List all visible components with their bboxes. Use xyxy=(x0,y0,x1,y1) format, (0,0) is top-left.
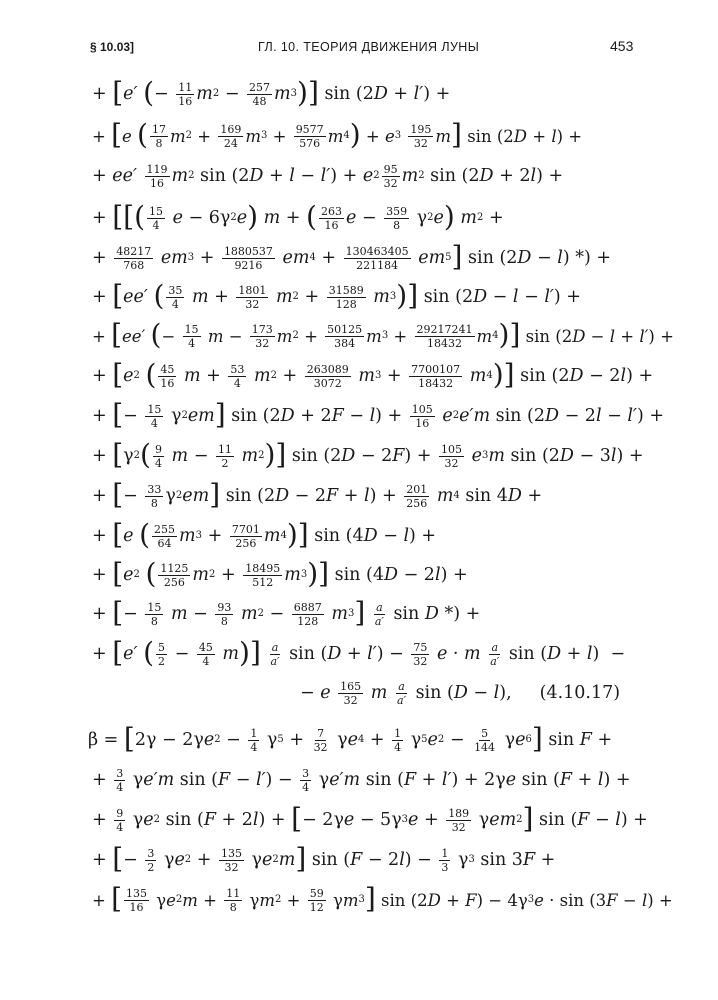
fraction-denominator: 32 xyxy=(255,336,270,350)
fraction-denominator: 256 xyxy=(163,575,185,589)
fraction-numerator: 11 xyxy=(226,886,241,900)
fraction xyxy=(166,284,184,311)
fraction-denominator: a′ xyxy=(374,614,384,628)
formula-line-14: + [ − $\frac{15}{8}$ m − $\frac{93}{8}$ m 2 − $\frac{6887}{128}$ m 3 ] $\frac{a}{a'}$ sin D *) + xyxy=(92,596,481,629)
fraction-numerator: 201 xyxy=(406,482,428,496)
fraction-denominator: a′ xyxy=(270,654,280,668)
fraction-numerator: 75 xyxy=(413,640,428,654)
fraction-denominator: 3 xyxy=(441,860,449,874)
fraction-denominator: 16 xyxy=(178,94,193,108)
section-reference: § 10.03] xyxy=(90,40,135,54)
fraction-denominator: a′ xyxy=(490,654,500,668)
fraction-denominator: 18432 xyxy=(418,376,454,390)
fraction-numerator: 195 xyxy=(410,122,432,136)
formula-line-3: + ee′ $\frac{119}{16}$ m 2 sin (2 D + l − l′ ) + e 2 $\frac{95}{32}$ m 2 sin (2 D + 2 l ) + xyxy=(92,162,564,190)
fraction xyxy=(236,284,268,311)
page-number: 453 xyxy=(610,38,634,54)
fraction xyxy=(446,807,471,834)
fraction-denominator: 2 xyxy=(158,654,166,668)
fraction-denominator: 16 xyxy=(129,900,144,914)
fraction xyxy=(145,847,156,874)
formula-line-18: + $\frac{3}{4}$ γ e′m sin ( F − l′ ) − $\frac{3}{4}$ γ e′m sin ( F + l′ ) + 2γ e sin ( F + l ) + xyxy=(92,766,631,794)
fraction-numerator: 9 xyxy=(154,442,162,456)
running-head xyxy=(0,38,718,60)
chapter-title: ГЛ. 10. ТЕОРИЯ ДВИЖЕНИЯ ЛУНЫ xyxy=(258,40,480,54)
fraction-numerator: 15 xyxy=(147,600,162,614)
fraction xyxy=(114,807,125,834)
fraction xyxy=(153,443,164,470)
fraction-numerator: 5 xyxy=(158,640,166,654)
fraction-denominator: 144 xyxy=(474,740,496,754)
fraction-denominator: 8 xyxy=(229,900,237,914)
formula-line-1: + [ e′ ( − $\frac{11}{16}$ m 2 − $\frac{257}{48}$ m 3 )] sin (2 D + l′ ) + xyxy=(92,76,451,109)
formula-line-6: + [ ee′ ( $\frac{35}{4}$ m + $\frac{1801}{32}$ m 2 + $\frac{31589}{128}$ m 3 )] sin (2 D − l − l′ ) + xyxy=(92,279,581,312)
fraction-numerator: 135 xyxy=(126,886,148,900)
fraction-numerator: 257 xyxy=(249,80,271,94)
fraction xyxy=(156,641,167,668)
fraction-denominator: 16 xyxy=(324,218,339,232)
fraction xyxy=(439,847,450,874)
formula-line-10: + [ γ 2 ( $\frac{9}{4}$ m − $\frac{11}{2}$ m 2 )] sin (2 D − 2 F ) + $\frac{105}{32}$ e 3 m sin (2 D − 3 l ) + xyxy=(92,438,644,471)
fraction-numerator: 35 xyxy=(168,283,183,297)
fraction-numerator: 95 xyxy=(383,162,398,176)
fraction xyxy=(228,363,246,390)
fraction-denominator: 384 xyxy=(334,336,356,350)
fraction-numerator: 255 xyxy=(154,522,176,536)
fraction xyxy=(338,680,363,707)
fraction-denominator: 4 xyxy=(150,416,158,430)
formula-line-20: + [ − $\frac{3}{2}$ γ e 2 + $\frac{135}{32}$ γ e 2 m ] sin ( F − 2 l ) − $\frac{1}{3}$ γ 3 sin 3 F + xyxy=(92,842,556,875)
fraction-denominator: 32 xyxy=(451,820,466,834)
fraction-numerator: a xyxy=(271,640,279,654)
formula-line-12: + [ e ( $\frac{255}{64}$ m 3 + $\frac{7701}{256}$ m 4 )] sin (4 D − l ) + xyxy=(92,518,437,551)
fraction-denominator: 32 xyxy=(383,176,398,190)
fraction-denominator: 4 xyxy=(202,654,210,668)
fraction-numerator: 1801 xyxy=(238,283,267,297)
fraction-denominator: 4 xyxy=(233,376,241,390)
fraction-numerator: 165 xyxy=(340,679,362,693)
fraction-denominator: 32 xyxy=(413,136,428,150)
fraction xyxy=(410,403,435,430)
fraction-numerator: 15 xyxy=(147,402,162,416)
fraction xyxy=(150,123,168,150)
fraction xyxy=(124,887,149,914)
fraction-numerator: 5 xyxy=(481,726,489,740)
fraction-denominator: 4 xyxy=(188,336,196,350)
fraction-denominator: 256 xyxy=(406,496,428,510)
fraction-numerator: 3 xyxy=(116,766,124,780)
fraction xyxy=(158,562,190,589)
formula-line-2: + [ e ( $\frac{17}{8}$ m 2 + $\frac{169}{24}$ m 3 + $\frac{9577}{576}$ m 4 ) + e 3 $\frac{195}{32}$ m ] sin (2 D + l ) + xyxy=(92,118,583,151)
fraction-denominator: 4 xyxy=(116,780,124,794)
fraction-numerator: 11 xyxy=(178,80,193,94)
fraction-numerator: 15 xyxy=(149,204,164,218)
fraction-numerator: 7700107 xyxy=(411,362,461,376)
fraction-numerator: a xyxy=(398,679,405,693)
fraction xyxy=(247,81,272,108)
fraction-numerator: 1880537 xyxy=(223,244,273,258)
fraction xyxy=(408,123,433,150)
fraction-denominator: 32 xyxy=(313,740,328,754)
fraction-numerator: 45 xyxy=(198,640,213,654)
fraction xyxy=(248,727,259,754)
fraction-denominator: 8 xyxy=(155,136,163,150)
fraction-denominator: 4 xyxy=(116,820,124,834)
fraction-denominator: 9216 xyxy=(234,258,263,272)
fraction xyxy=(147,205,165,232)
fraction xyxy=(294,123,326,150)
formula-line-13: + [ e 2 ( $\frac{1125}{256}$ m 2 + $\frac{18495}{512}$ m 3 )] sin (4 D − 2 l ) + xyxy=(92,557,468,590)
fraction-denominator: 16 xyxy=(160,376,175,390)
fraction-denominator: 8 xyxy=(150,496,158,510)
fraction xyxy=(176,81,194,108)
fraction-numerator: 45 xyxy=(160,362,175,376)
fraction-numerator: 1125 xyxy=(160,561,189,575)
fraction-denominator: 4 xyxy=(250,740,258,754)
fraction-numerator: 9 xyxy=(116,806,124,820)
fraction-numerator: 105 xyxy=(441,442,463,456)
fraction-denominator: 256 xyxy=(235,536,257,550)
fraction xyxy=(292,601,324,628)
fraction xyxy=(215,601,233,628)
fraction-numerator: 119 xyxy=(146,162,168,176)
fraction xyxy=(409,363,462,390)
fraction xyxy=(472,727,497,754)
fraction-numerator: 1 xyxy=(441,846,449,860)
formula-line-17: β = [ 2γ − 2γ e 2 − $\frac{1}{4}$ γ 5 + $\frac{7}{32}$ γ e 4 + $\frac{1}{4}$ γ 5 e 2 − $\frac{5}{144}$ γ e 6 ] sin F + xyxy=(88,722,613,755)
fraction-denominator: 24 xyxy=(223,136,238,150)
fraction-denominator: 2 xyxy=(147,860,155,874)
fraction xyxy=(415,323,475,350)
fraction xyxy=(216,443,234,470)
fraction-denominator: 2 xyxy=(221,456,229,470)
fraction-numerator: 263 xyxy=(320,204,342,218)
fraction-numerator: 7701 xyxy=(231,522,260,536)
formula-line-4: + [[ ( $\frac{15}{4}$ e − 6γ 2 e ) m + ( $\frac{263}{16}$ e − $\frac{359}{8}$ γ 2 e ) m 2 + xyxy=(92,200,504,233)
formula-line-8: + [ e 2 ( $\frac{45}{16}$ m + $\frac{53}{4}$ m 2 + $\frac{263089}{3072}$ m 3 + $\frac{7700107}{18432}$ m 4 )] sin (2 D − 2 l ) + xyxy=(92,358,654,391)
fraction xyxy=(319,205,344,232)
fraction-numerator: 359 xyxy=(386,204,408,218)
fraction-numerator: 105 xyxy=(411,402,433,416)
fraction-denominator: 4 xyxy=(302,780,310,794)
fraction xyxy=(325,323,364,350)
formula-line-5: + $\frac{48217}{768}$ em 3 + $\frac{1880537}{9216}$ em 4 + $\frac{130463405}{221184}$ em 5 ] sin (2 D − l ) *) + xyxy=(92,240,612,273)
fraction-denominator: 32 xyxy=(343,693,358,707)
fraction-denominator: 16 xyxy=(150,176,164,190)
formula-line-19: + $\frac{9}{4}$ γ e 2 sin ( F + 2 l ) + [ − 2γ e − 5γ 3 e + $\frac{189}{32}$ γ em 2 ] sin ( F − l ) + xyxy=(92,802,648,835)
fraction xyxy=(395,680,408,707)
formula-line-16: − e $\frac{165}{32}$ m $\frac{a}{a'}$ sin ( D − l ), (4.10.17) xyxy=(300,679,621,707)
fraction-numerator: 17 xyxy=(151,122,166,136)
fraction-numerator: 33 xyxy=(147,482,162,496)
fraction-numerator: 31589 xyxy=(328,283,364,297)
fraction-denominator: 8 xyxy=(393,218,401,232)
fraction xyxy=(145,483,163,510)
fraction xyxy=(152,523,177,550)
fraction-denominator: 48 xyxy=(252,94,267,108)
fraction xyxy=(439,443,464,470)
fraction xyxy=(224,887,242,914)
fraction-denominator: 32 xyxy=(444,456,459,470)
fraction-denominator: 4 xyxy=(171,297,179,311)
fraction xyxy=(373,601,386,628)
fraction-numerator: a xyxy=(376,600,383,614)
fraction-numerator: 6887 xyxy=(293,600,322,614)
fraction xyxy=(305,363,351,390)
fraction-numerator: 50125 xyxy=(327,322,363,336)
fraction xyxy=(300,767,311,794)
fraction-numerator: 263089 xyxy=(306,362,349,376)
fraction xyxy=(183,323,201,350)
fraction xyxy=(243,562,282,589)
fraction-numerator: 18495 xyxy=(245,561,281,575)
fraction xyxy=(268,641,281,668)
fraction-numerator: 9577 xyxy=(295,122,324,136)
fraction xyxy=(145,403,163,430)
fraction-denominator: 64 xyxy=(157,536,172,550)
formula-line-21: + [ $\frac{135}{16}$ γ e 2 m + $\frac{11}{8}$ γ m 2 + $\frac{59}{12}$ γ m 3 ] sin (2 D + F ) − 4γ 3 e · sin (3 F − l ) + xyxy=(92,882,673,915)
fraction-denominator: 576 xyxy=(299,136,321,150)
fraction xyxy=(404,483,429,510)
formula-line-15: + [ e′ ( $\frac{5}{2}$ − $\frac{45}{4}$ m )] $\frac{a}{a'}$ sin ( D + l′ ) − $\frac{75}{32}$ e · m $\frac{a}{a'}$ sin ( D + l ) − xyxy=(92,636,626,669)
fraction xyxy=(250,323,275,350)
fraction xyxy=(384,205,409,232)
fraction xyxy=(327,284,366,311)
fraction xyxy=(382,163,400,190)
fraction-numerator: 173 xyxy=(251,322,273,336)
fraction-numerator: 3 xyxy=(147,846,155,860)
fraction-numerator: 48217 xyxy=(116,244,152,258)
fraction-denominator: 8 xyxy=(150,614,158,628)
fraction xyxy=(222,245,275,272)
fraction xyxy=(344,245,411,272)
fraction xyxy=(392,727,403,754)
fraction-numerator: 15 xyxy=(184,322,199,336)
fraction xyxy=(114,245,153,272)
fraction-denominator: 8 xyxy=(220,614,228,628)
fraction xyxy=(219,847,244,874)
fraction-denominator: 128 xyxy=(297,614,319,628)
fraction-denominator: 16 xyxy=(415,416,430,430)
fraction-denominator: 32 xyxy=(413,654,428,668)
formula-line-9: + [ − $\frac{15}{4}$ γ 2 em ] sin (2 D + 2 F − l ) + $\frac{105}{16}$ e 2 e′m sin (2 D − 2 l − l′ ) + xyxy=(92,398,664,431)
fraction-numerator: 7 xyxy=(317,726,325,740)
fraction-numerator: 1 xyxy=(394,726,402,740)
fraction-numerator: 53 xyxy=(230,362,245,376)
fraction-denominator: 3072 xyxy=(313,376,342,390)
fraction-numerator: 169 xyxy=(220,122,242,136)
fraction xyxy=(145,163,170,190)
fraction-denominator: 32 xyxy=(245,297,260,311)
fraction xyxy=(145,601,163,628)
fraction-denominator: 768 xyxy=(123,258,145,272)
fraction xyxy=(218,123,243,150)
equation-number: (4.10.17) xyxy=(539,683,621,703)
fraction-denominator: a′ xyxy=(396,693,406,707)
fraction-numerator: 11 xyxy=(217,442,232,456)
fraction-numerator: 1 xyxy=(250,726,258,740)
fraction xyxy=(114,767,125,794)
fraction xyxy=(308,887,326,914)
fraction-numerator: 93 xyxy=(217,600,232,614)
fraction xyxy=(158,363,176,390)
fraction-numerator: 135 xyxy=(220,846,242,860)
fraction-numerator: 189 xyxy=(448,806,470,820)
fraction-numerator: 3 xyxy=(302,766,310,780)
fraction-numerator: 59 xyxy=(309,886,324,900)
fraction-denominator: 4 xyxy=(152,218,160,232)
fraction-numerator: a xyxy=(491,640,498,654)
fraction-denominator: 32 xyxy=(224,860,239,874)
fraction-numerator: 130463405 xyxy=(345,244,409,258)
fraction-denominator: 4 xyxy=(394,740,402,754)
fraction-denominator: 18432 xyxy=(427,336,463,350)
fraction xyxy=(197,641,215,668)
formula-line-7: + [ ee′ ( − $\frac{15}{4}$ m − $\frac{173}{32}$ m 2 + $\frac{50125}{384}$ m 3 + $\frac{29217241}{18432}$ m 4 )] sin (2 D − l + l′ ) + xyxy=(92,318,674,351)
fraction-denominator: 12 xyxy=(309,900,324,914)
fraction xyxy=(488,641,501,668)
fraction-denominator: 512 xyxy=(252,575,274,589)
formula-line-11: + [ − $\frac{33}{8}$ γ 2 em ] sin (2 D − 2 F + l ) + $\frac{201}{256}$ m 4 sin 4 D + xyxy=(92,478,543,511)
fraction xyxy=(230,523,262,550)
fraction-denominator: 221184 xyxy=(356,258,399,272)
fraction-denominator: 4 xyxy=(154,456,162,470)
fraction-denominator: 128 xyxy=(335,297,357,311)
fraction xyxy=(411,641,429,668)
fraction xyxy=(312,727,330,754)
fraction-numerator: 29217241 xyxy=(416,322,473,336)
